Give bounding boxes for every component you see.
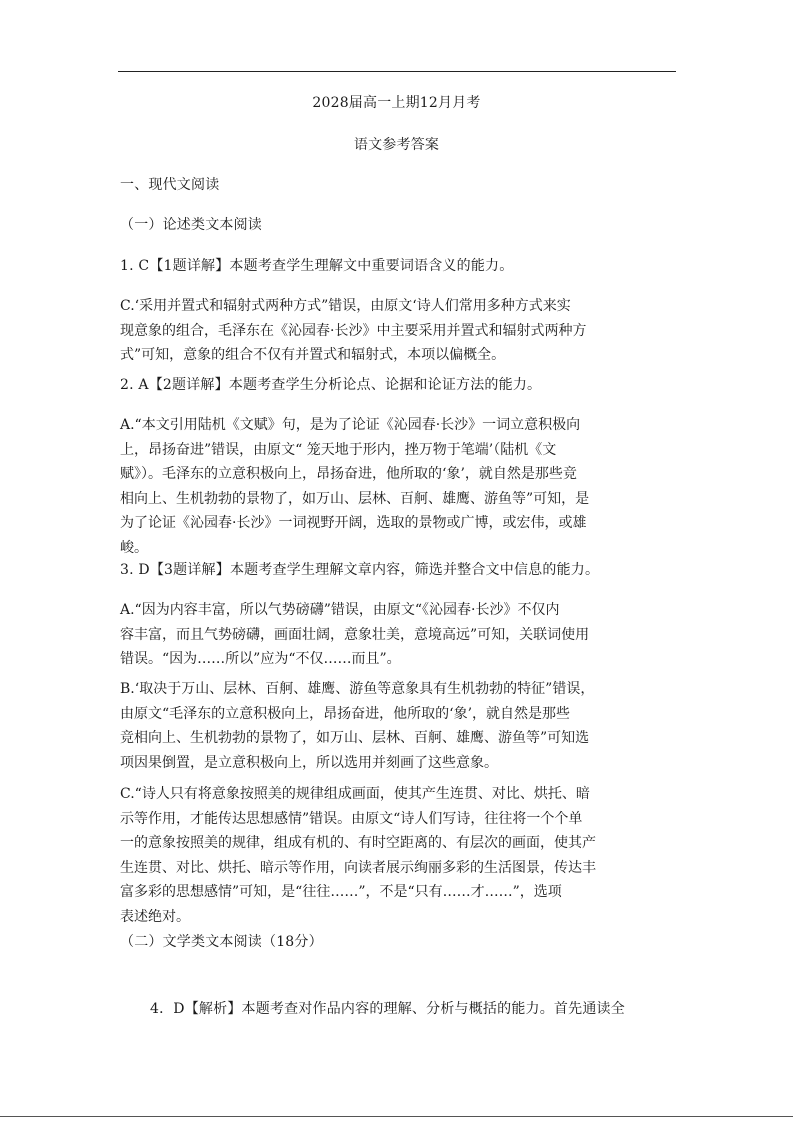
text-line: 项因果倒置，是立意积极向上，所以选用并刻画了这些意象。: [120, 754, 498, 771]
text-line: 峻。: [120, 539, 148, 556]
q2-answer-line: 2. A【2题详解】本题考查学生分析论点、论据和论证方法的能力。: [120, 377, 542, 393]
q3-answer-line: 3. D【3题详解】本题考查学生理解文章内容，筛选并整合文中信息的能力。: [120, 562, 600, 578]
header-rule: [118, 71, 676, 72]
q1-explanation: [120, 294, 680, 368]
text-line: C.“诗人只有将意象按照美的规律组成画面，使其产生连贯、对比、烘托、暗: [120, 786, 590, 802]
q3-option-c: [120, 782, 680, 929]
page-bottom-edge: [0, 1116, 793, 1117]
text-line: 一的意象按照美的规律，组成有机的、有时空距离的、有层次的画面，使其产: [120, 835, 596, 851]
text-line: 式”可知，意象的组合不仅有并置式和辐射式，本项以偏概全。: [120, 347, 506, 363]
text-line: 示等作用，才能传达思想感情”错误。由原文“诗人们写诗，往往将一个个单: [120, 810, 583, 827]
text-line: 现意象的组合，毛泽东在《沁园春·长沙》中主要采用并置式和辐射式两种方: [120, 322, 587, 339]
text-line: A.“本文引用陆机《文赋》句，是为了论证《沁园春·长沙》一词立意积极向: [120, 417, 581, 433]
text-line: 错误。“因为……所以”应为“不仅……而且”。: [120, 651, 401, 667]
part2-heading: （二）文学类文本阅读（18分）: [120, 934, 323, 950]
doc-title: 语文参考答案: [353, 137, 440, 153]
text-line: 表述绝对。: [120, 908, 190, 925]
text-line: 容丰富，而且气势磅礴，画面壮阔，意象壮美，意境高远”可知，关联词使用: [120, 626, 590, 643]
q2-explanation: [120, 413, 680, 560]
text-line: A.“因为内容丰富，所以气势磅礴”错误，由原文“《沁园春·长沙》不仅内: [120, 602, 560, 618]
text-line: C.‘采用并置式和辐射式两种方式”错误，由原文‘诗人们常用多种方式来实: [120, 298, 571, 314]
q3-option-a: [120, 598, 680, 672]
text-line: 上，昂扬奋进”错误，由原文“ 笼天地于形内，挫万物于笔端’（陆机《文: [120, 441, 557, 458]
q1-answer-line: 1. C【1题详解】本题考查学生理解文中重要词语含义的能力。: [120, 258, 514, 274]
text-line: 相向上、生机勃勃的景物了，如万山、层林、百舸、雄鹰、游鱼等”可知，是: [120, 490, 590, 507]
q3-option-b: [120, 677, 680, 775]
text-line: 竞相向上、生机勃勃的景物了，如万山、层林、百舸、雄鹰、游鱼等”可知选: [120, 730, 590, 746]
text-line: 生连贯、对比、烘托、暗示等作用，向读者展示绚丽多彩的生活图景，传达丰: [120, 859, 596, 876]
text-line: 由原文“毛泽东的立意积极向上，昂扬奋进，他所取的‘象’，就自然是那些: [120, 705, 571, 722]
section-heading: 一、现代文阅读: [120, 177, 220, 193]
exam-title: 2028届高一上期12月月考: [312, 95, 481, 111]
text-line: 为了论证《沁园春·长沙》一词视野开阔，选取的景物或广博，或宏伟，或雄: [120, 515, 587, 531]
q4-answer-line: 4．D【解析】本题考查对作品内容的理解、分析与概括的能力。首先通读全: [150, 1001, 625, 1017]
text-line: 赋》）。毛泽东的立意积极向上，昂扬奋进，他所取的‘象’，就自然是那些竞: [120, 466, 577, 482]
text-line: B.‘取决于万山、层林、百舸、雄鹰、游鱼等意象具有生机勃勃的特征”错误，: [120, 681, 595, 697]
part1-heading: （一）论述类文本阅读: [120, 217, 262, 233]
text-line: 富多彩的思想感情”可知，是“往往……”，不是“只有……才……”，选项: [120, 884, 562, 900]
